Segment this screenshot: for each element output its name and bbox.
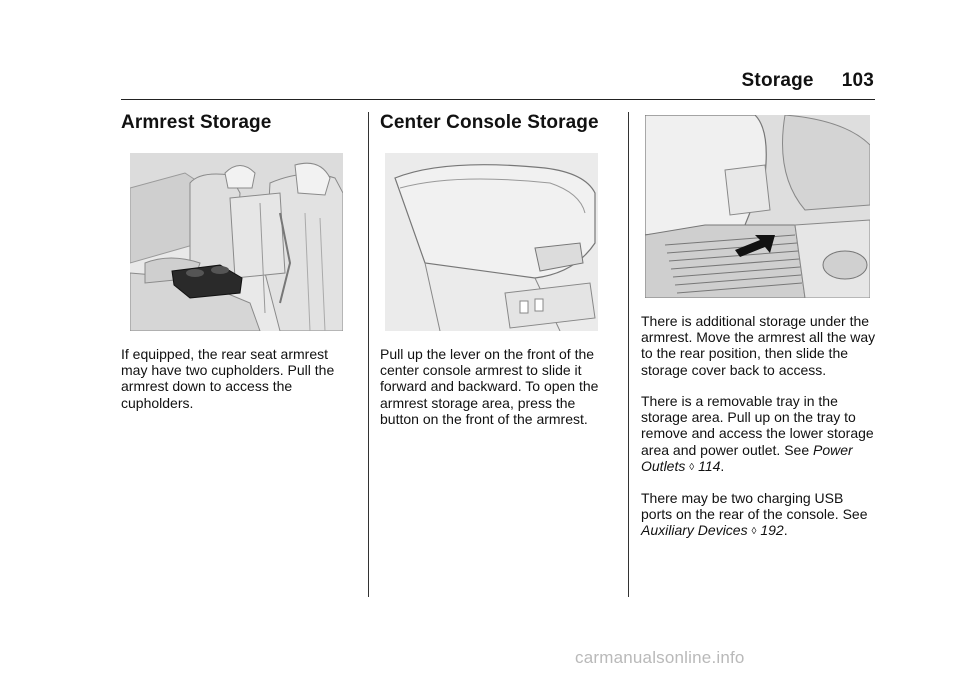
- sentence-end: .: [783, 522, 788, 539]
- tray-text: There is a removable tray in the storage area. Pull up on the tray to remove and access the lower storage area and power outlet. See: [641, 393, 874, 458]
- center-console-illustration: [385, 153, 598, 331]
- console-paragraph: Pull up the lever on the front of the center console armrest to slide it forward and backward. To open the armrest storage area, press the button on the front of the armrest.: [380, 346, 599, 427]
- armrest-storage-heading: Armrest Storage: [121, 112, 272, 133]
- running-head: [742, 70, 874, 92]
- center-console-heading: Center Console Storage: [380, 112, 599, 133]
- usb-text: There may be two charging USB ports on the rear of the console. See: [641, 490, 868, 523]
- auxiliary-devices-link[interactable]: Auxiliary Devices: [641, 522, 748, 539]
- auxiliary-devices-page[interactable]: 192: [760, 522, 784, 539]
- column-divider-right: [628, 112, 629, 597]
- storage-cover-paragraph: There is additional storage under the armrest. Move the armrest all the way to the rear position, then slide the storage cover back to access.: [641, 313, 876, 378]
- armrest-paragraph: If equipped, the rear seat armrest may have two cupholders. Pull the armrest down to access the cupholders.: [121, 346, 335, 411]
- site-watermark: carmanualsonline.info: [575, 648, 745, 667]
- header-rule: [121, 99, 875, 100]
- page-number: 103: [841, 70, 874, 91]
- page-reference-icon: ◊: [689, 461, 695, 473]
- column-divider-left: [368, 112, 369, 597]
- section-title: Storage: [741, 70, 814, 91]
- page-reference-icon: ◊: [751, 526, 757, 538]
- console-storage-cover-illustration: [645, 115, 870, 298]
- power-outlets-page[interactable]: 114: [698, 457, 721, 474]
- rear-seat-armrest-illustration: [130, 153, 343, 331]
- removable-tray-paragraph: [641, 393, 877, 476]
- sentence-end: .: [720, 457, 725, 474]
- usb-ports-paragraph: [641, 490, 877, 541]
- power-outlets-link[interactable]: Power Outlets: [641, 441, 853, 474]
